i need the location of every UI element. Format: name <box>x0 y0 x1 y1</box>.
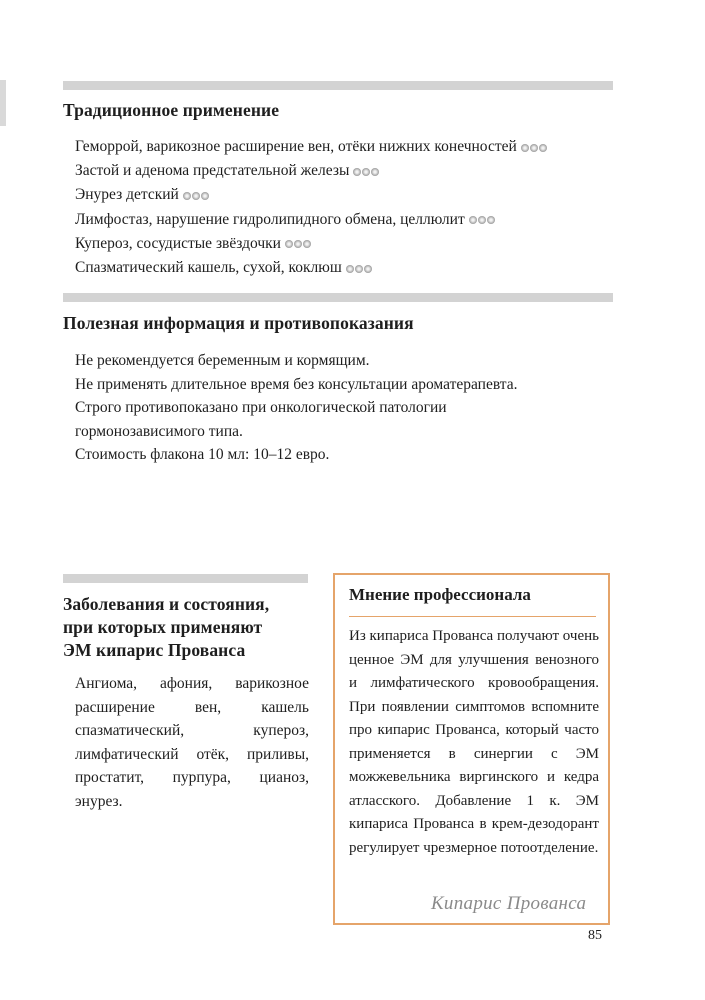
info-list <box>75 349 518 467</box>
info-line: Строго противопоказано при онкологической патологии <box>75 399 447 416</box>
page-number: 85 <box>588 928 602 943</box>
rating-dots <box>285 232 312 256</box>
rating-dots <box>521 136 548 160</box>
expert-signature: Кипарис Прованса <box>431 893 587 914</box>
rating-dot-icon <box>183 192 191 200</box>
rating-dot-icon <box>469 216 477 224</box>
page-edge-mark <box>0 80 6 126</box>
traditional-list <box>75 135 548 280</box>
rating-dot-icon <box>353 168 361 176</box>
rating-dot-icon <box>487 216 495 224</box>
conditions-title <box>63 593 269 662</box>
rating-dot-icon <box>521 144 529 152</box>
traditional-item <box>75 232 548 256</box>
expert-text: Из кипариса Прованса получают очень ценное ЭМ для улучшения венозного и лимфатического кровообращения. При появлении симптомов вспомните про кипарис Прованса, который часто применяется в синергии с ЭМ можжевельника виргинского и кедра атласского. Добавление 1 к. ЭМ кипариса Прованса в крем-дезодорант регулирует чрезмерное потоотделение. <box>349 628 599 856</box>
info-line: Не рекомендуется беременным и кормящим. <box>75 352 370 369</box>
traditional-item-text: Спазматический кашель, сухой, коклюш <box>75 258 342 276</box>
rating-dots <box>469 208 496 232</box>
conditions-title-line: при которых применяют <box>63 617 263 637</box>
expert-title: Мнение профессионала <box>349 585 531 604</box>
conditions-text: Ангиома, афония, варикозное расширение вен, кашель спазматический, купероз, лимфатический отёк, приливы, простатит, пурпура, цианоз, энурез. <box>75 675 309 810</box>
section-divider <box>63 574 308 583</box>
rating-dot-icon <box>478 216 486 224</box>
rating-dot-icon <box>362 168 370 176</box>
rating-dots <box>346 257 373 281</box>
rating-dot-icon <box>346 265 354 273</box>
info-title: Полезная информация и противопоказания <box>63 313 414 333</box>
section-divider <box>63 81 613 90</box>
rating-dot-icon <box>192 192 200 200</box>
expert-box <box>333 573 610 925</box>
expert-title-rule <box>349 616 596 617</box>
traditional-item-text: Купероз, сосудистые звёздочки <box>75 234 281 252</box>
traditional-item <box>75 183 548 207</box>
conditions-title-line: Заболевания и состояния, <box>63 594 270 614</box>
traditional-item <box>75 135 548 159</box>
rating-dot-icon <box>364 265 372 273</box>
traditional-item-text: Застой и аденома предстательной железы <box>75 162 350 180</box>
rating-dot-icon <box>355 265 363 273</box>
info-line: Стоимость флакона 10 мл: 10–12 евро. <box>75 446 330 463</box>
info-line: Не применять длительное время без консультации ароматерапевта. <box>75 375 518 393</box>
conditions-title-line: ЭМ кипарис Прованса <box>63 640 246 660</box>
rating-dot-icon <box>539 144 547 152</box>
traditional-item <box>75 256 548 280</box>
traditional-item-text: Энурез детский <box>75 186 179 204</box>
traditional-item <box>75 159 548 183</box>
info-line: гормонозависимого типа. <box>75 422 243 440</box>
rating-dot-icon <box>530 144 538 152</box>
traditional-title: Традиционное применение <box>63 100 280 120</box>
rating-dot-icon <box>371 168 379 176</box>
rating-dot-icon <box>294 240 302 248</box>
rating-dot-icon <box>303 240 311 248</box>
traditional-item-text: Геморрой, варикозное расширение вен, отёки нижних конечностей <box>75 138 517 155</box>
rating-dots <box>353 160 380 184</box>
traditional-item-text: Лимфостаз, нарушение гидролипидного обмена, целлюлит <box>75 210 465 228</box>
section-divider <box>63 293 613 302</box>
traditional-item <box>75 208 548 232</box>
rating-dot-icon <box>285 240 293 248</box>
rating-dots <box>183 184 210 208</box>
rating-dot-icon <box>201 192 209 200</box>
